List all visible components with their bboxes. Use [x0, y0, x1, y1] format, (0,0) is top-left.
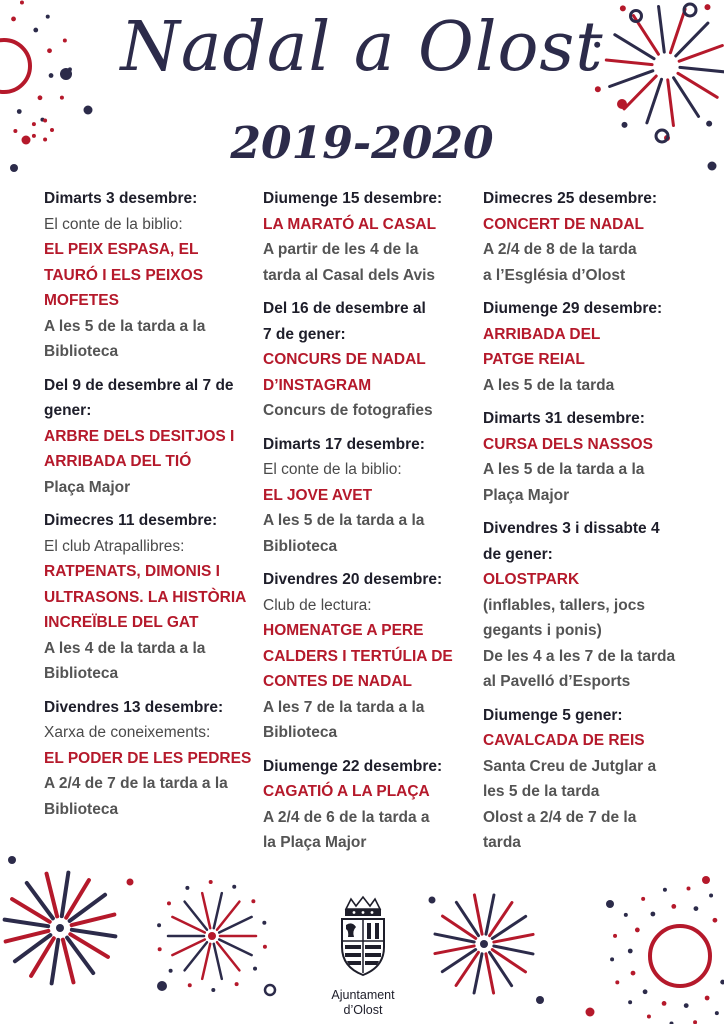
event-title: ULTRASONS. LA HISTÒRIA — [44, 588, 247, 606]
event-title: INCREÏBLE DEL GAT — [44, 614, 199, 631]
event-date: Dimarts 31 desembre: — [483, 410, 645, 427]
logo-line-1: Ajuntament — [331, 988, 395, 1002]
event-date: Divendres 13 desembre: — [44, 698, 224, 716]
event-info: les 5 de la tarda — [483, 783, 600, 800]
event-info: Biblioteca — [44, 665, 119, 682]
event-title: ARRIBADA DEL — [483, 325, 601, 343]
event-info: Biblioteca — [44, 800, 119, 818]
event-date: Dimecres 25 desembre: — [483, 190, 658, 207]
event-date: Diumenge 29 desembre: — [483, 300, 663, 317]
event-item — [263, 296, 478, 424]
event-item — [44, 695, 259, 823]
event-info: la Plaça Major — [263, 834, 367, 851]
event-item — [263, 186, 478, 288]
event-intro: El conte de la biblio: — [263, 461, 402, 478]
event-title: CONCERT DE NADAL — [483, 215, 645, 233]
event-date: Dimarts 17 desembre: — [263, 435, 425, 453]
event-title: CAVALCADA DE REIS — [483, 732, 645, 749]
event-item — [263, 432, 478, 560]
event-item — [483, 516, 698, 695]
event-title: MOFETES — [44, 292, 119, 309]
town-hall-logo — [318, 895, 408, 1018]
event-title: ARRIBADA DEL TIÓ — [44, 453, 192, 470]
event-info: A 2/4 de 6 de la tarda a — [263, 808, 430, 826]
event-title: OLOSTPARK — [483, 571, 580, 588]
events-column-3 — [483, 186, 698, 864]
event-info: Olost a 2/4 de 7 de la — [483, 808, 637, 826]
years-subtitle: 2019-2020 — [230, 118, 494, 169]
event-title: CAGATIÓ A LA PLAÇA — [263, 783, 430, 800]
event-item — [263, 567, 478, 746]
event-date: 7 de gener: — [263, 325, 346, 343]
event-title: PATGE REIAL — [483, 351, 585, 368]
event-info: (inflables, tallers, jocs — [483, 596, 645, 614]
event-date: Divendres 20 desembre: — [263, 571, 443, 588]
event-item — [44, 508, 259, 687]
event-title: LA MARATÓ AL CASAL — [263, 215, 437, 233]
event-date: Divendres 3 i dissabte 4 — [483, 520, 660, 537]
event-title: RATPENATS, DIMONIS I — [44, 563, 220, 580]
event-title: HOMENATGE A PERE — [263, 622, 424, 639]
event-date: Diumenge 15 desembre: — [263, 190, 443, 207]
event-intro: El conte de la biblio: — [44, 215, 183, 233]
event-info: A les 5 de la tarda a la — [483, 461, 645, 478]
event-info: A les 5 de la tarda — [483, 376, 615, 394]
event-info: Plaça Major — [483, 486, 570, 504]
event-info: Plaça Major — [44, 478, 131, 496]
event-title: EL PEIX ESPASA, EL — [44, 241, 199, 258]
event-info: A les 4 de la tarda a la — [44, 639, 206, 657]
event-date: de gener: — [483, 545, 553, 563]
event-info: Biblioteca — [263, 724, 338, 741]
event-info: al Pavelló d’Esports — [483, 673, 631, 690]
events-column-2 — [263, 186, 478, 864]
event-intro: Club de lectura: — [263, 596, 372, 614]
event-info: Biblioteca — [44, 343, 119, 360]
event-title: CONTES DE NADAL — [263, 673, 412, 690]
event-info: a l’Església d’Olost — [483, 266, 626, 284]
event-info: gegants i ponis) — [483, 622, 602, 639]
coat-of-arms-icon — [318, 895, 408, 983]
event-date: Diumenge 22 desembre: — [263, 757, 443, 775]
event-date: Del 16 de desembre al — [263, 300, 426, 317]
event-date: gener: — [44, 402, 92, 419]
event-title: D’INSTAGRAM — [263, 376, 372, 394]
event-item — [483, 186, 698, 288]
event-date: Dimarts 3 desembre: — [44, 190, 198, 207]
event-info: A partir de les 4 de la — [263, 241, 419, 258]
event-item — [44, 186, 259, 365]
event-intro: El club Atrapallibres: — [44, 537, 185, 555]
event-info: A 2/4 de 8 de la tarda — [483, 241, 637, 258]
event-date: Del 9 de desembre al 7 de — [44, 376, 234, 394]
event-title: CURSA DELS NASSOS — [483, 435, 653, 453]
event-title: EL JOVE AVET — [263, 486, 373, 504]
event-item — [483, 703, 698, 856]
event-info: tarda al Casal dels Avis — [263, 266, 436, 284]
event-date: Diumenge 5 gener: — [483, 706, 623, 724]
event-item — [44, 373, 259, 501]
event-info: Santa Creu de Jutglar a — [483, 757, 657, 775]
event-info: A 2/4 de 7 de la tarda a la — [44, 775, 228, 792]
events-column-1 — [44, 186, 259, 830]
event-info: A les 5 de la tarda a la — [44, 317, 206, 335]
event-info: tarda — [483, 834, 521, 851]
event-info: De les 4 a les 7 de la tarda — [483, 647, 676, 665]
event-info: A les 7 de la tarda a la — [263, 698, 425, 716]
event-info: A les 5 de la tarda a la — [263, 512, 425, 529]
event-info: Biblioteca — [263, 537, 338, 555]
event-title: EL PODER DE LES PEDRES — [44, 749, 252, 767]
event-info: Concurs de fotografies — [263, 402, 433, 419]
event-item — [483, 406, 698, 508]
event-title: CALDERS I TERTÚLIA DE — [263, 647, 453, 665]
event-item — [263, 754, 478, 856]
event-title: TAURÓ I ELS PEIXOS — [44, 266, 204, 284]
event-intro: Xarxa de coneixements: — [44, 724, 211, 741]
page-title: Nadal a Olost — [120, 8, 604, 87]
logo-line-2: d’Olost — [343, 1003, 383, 1017]
event-date: Dimecres 11 desembre: — [44, 512, 218, 529]
event-title: ARBRE DELS DESITJOS I — [44, 427, 235, 445]
event-item — [483, 296, 698, 398]
event-title: CONCURS DE NADAL — [263, 351, 426, 368]
